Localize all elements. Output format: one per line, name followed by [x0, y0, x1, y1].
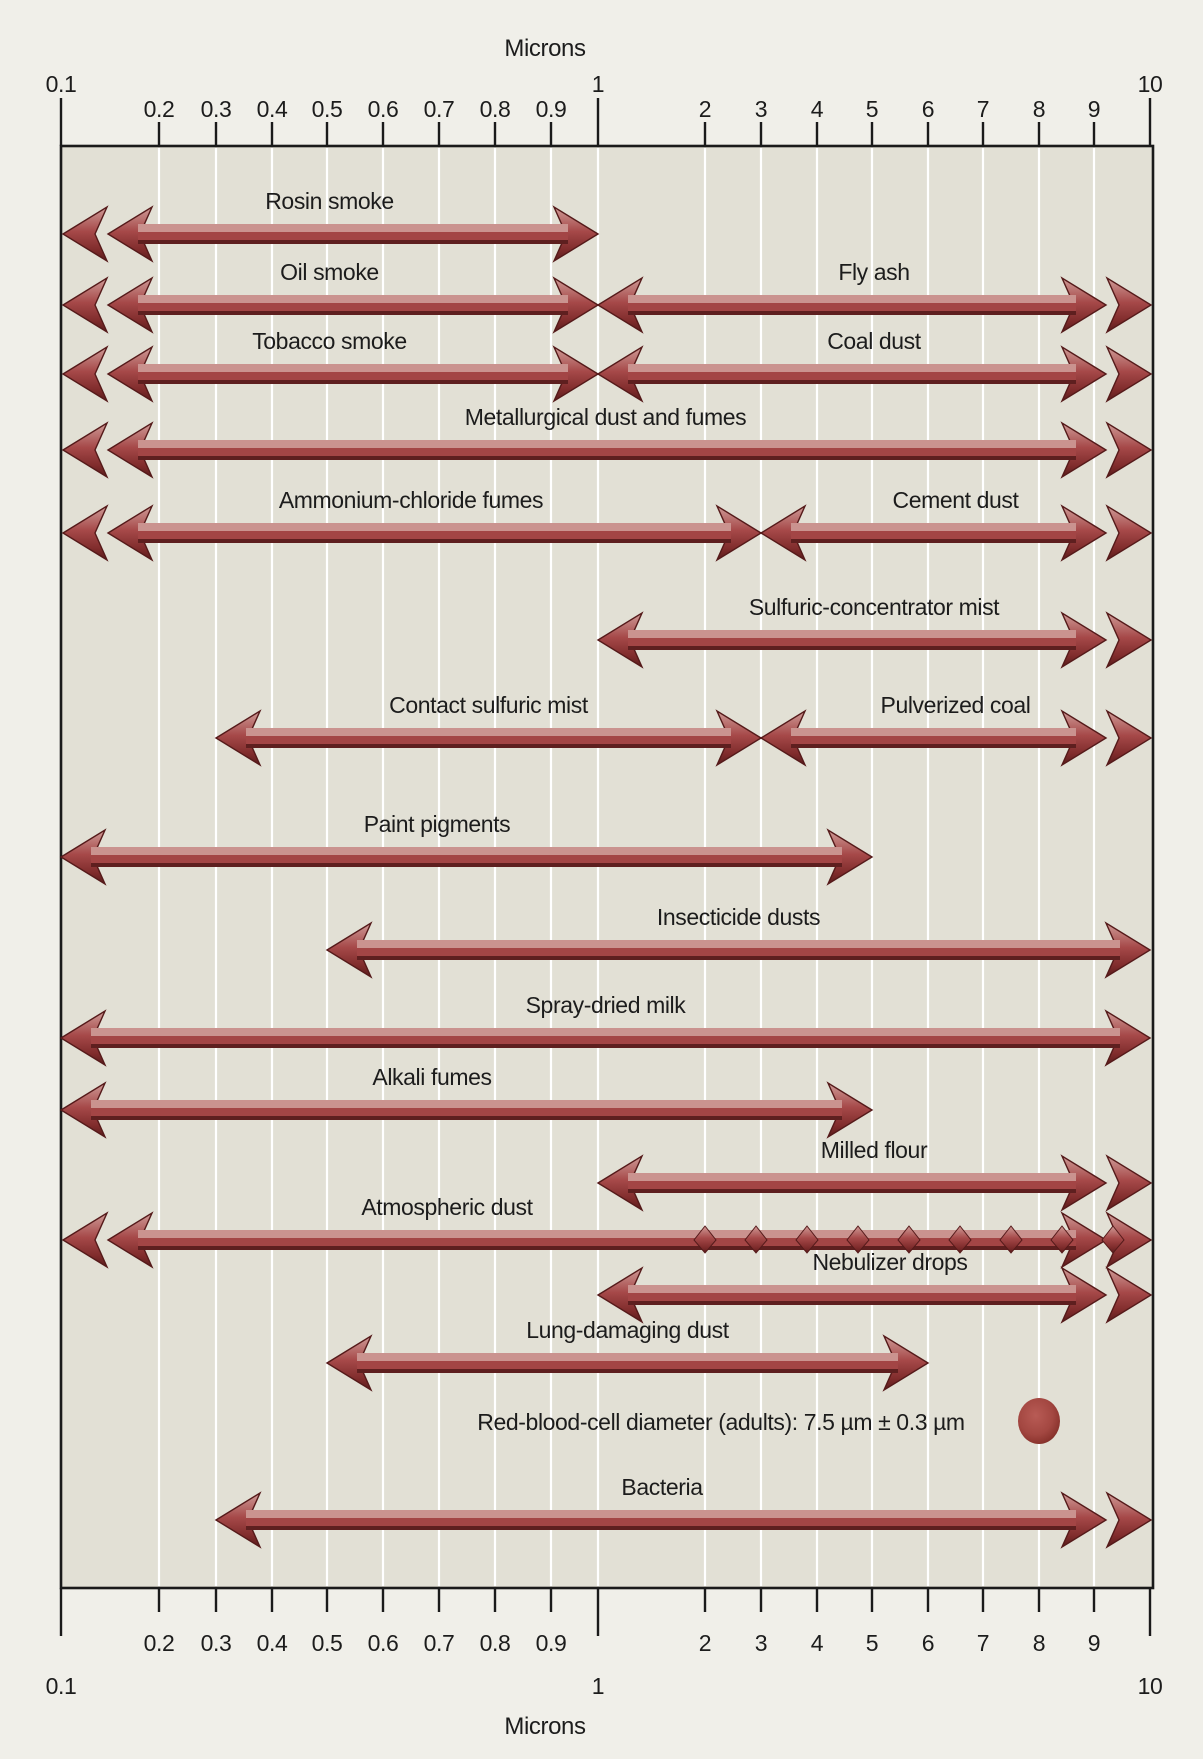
- bottom-tick-label-0.8: 0.8: [479, 1630, 511, 1656]
- range-arrow-coal-dust-shaft-dark: [628, 380, 1076, 384]
- bottom-tick-label-1: 1: [591, 1673, 605, 1699]
- range-arrow-fly-ash-shaft-mid: [628, 303, 1076, 311]
- row-label-pulverized-coal: Pulverized coal: [880, 692, 1031, 718]
- range-arrow-pulverized-coal-shaft-mid: [791, 736, 1076, 744]
- range-arrow-oil-smoke-shaft-dark: [138, 311, 568, 315]
- row-label-nebulizer-drops: Nebulizer drops: [812, 1249, 968, 1275]
- range-arrow-ammonium-chloride-fumes-shaft-dark: [138, 539, 731, 543]
- row-label-ammonium-chloride-fumes: Ammonium-chloride fumes: [278, 487, 544, 513]
- row-label-contact-sulfuric-mist: Contact sulfuric mist: [389, 692, 588, 718]
- bottom-tick-label-2: 2: [698, 1630, 712, 1656]
- row-label-insecticide-dusts: Insecticide dusts: [656, 904, 821, 930]
- top-tick-label-3: 3: [754, 96, 768, 122]
- range-arrow-metallurgical-dust-and-fumes-shaft-dark: [138, 456, 1076, 460]
- top-tick-label-0.2: 0.2: [143, 96, 175, 122]
- range-arrow-sulfuric-concentrator-mist-shaft-mid: [628, 638, 1076, 646]
- axis-title-bottom: Microns: [504, 1713, 586, 1740]
- bottom-tick-label-6: 6: [921, 1630, 935, 1656]
- range-arrow-lung-damaging-dust-shaft-dark: [357, 1369, 898, 1373]
- top-tick-label-0.9: 0.9: [535, 96, 567, 122]
- range-arrow-contact-sulfuric-mist-shaft-dark: [246, 744, 731, 748]
- bottom-tick-label-0.3: 0.3: [200, 1630, 232, 1656]
- range-arrow-tobacco-smoke-shaft-light: [138, 364, 568, 372]
- range-arrow-atmospheric-dust-shaft-light: [138, 1230, 1076, 1238]
- bottom-tick-label-0.2: 0.2: [143, 1630, 175, 1656]
- bottom-tick-label-7: 7: [976, 1630, 990, 1656]
- range-arrow-paint-pigments-shaft-dark: [91, 863, 842, 867]
- range-arrow-oil-smoke-shaft-mid: [138, 303, 568, 311]
- range-arrow-ammonium-chloride-fumes-shaft-mid: [138, 531, 731, 539]
- top-tick-label-0.3: 0.3: [200, 96, 232, 122]
- row-label-bacteria: Bacteria: [621, 1474, 703, 1500]
- range-arrow-rosin-smoke-shaft-dark: [138, 240, 568, 244]
- range-arrow-pulverized-coal-shaft-light: [791, 728, 1076, 736]
- range-arrow-rosin-smoke-shaft-light: [138, 224, 568, 232]
- row-label-rosin-smoke: Rosin smoke: [265, 188, 394, 214]
- red-blood-cell-marker: [1018, 1398, 1060, 1444]
- row-label-metallurgical-dust-and-fumes: Metallurgical dust and fumes: [464, 404, 747, 430]
- top-tick-label-4: 4: [810, 96, 824, 122]
- bottom-tick-label-0.9: 0.9: [535, 1630, 567, 1656]
- range-arrow-fly-ash-shaft-light: [628, 295, 1076, 303]
- range-arrow-tobacco-smoke-shaft-mid: [138, 372, 568, 380]
- range-arrow-alkali-fumes-shaft-mid: [91, 1108, 842, 1116]
- top-tick-label-0.8: 0.8: [479, 96, 511, 122]
- row-label-cement-dust: Cement dust: [892, 487, 1019, 513]
- bottom-tick-label-9: 9: [1087, 1630, 1101, 1656]
- row-label-fly-ash: Fly ash: [838, 259, 910, 285]
- range-arrow-contact-sulfuric-mist-shaft-light: [246, 728, 731, 736]
- range-arrow-ammonium-chloride-fumes-shaft-light: [138, 523, 731, 531]
- range-arrow-nebulizer-drops-shaft-dark: [628, 1301, 1076, 1305]
- bottom-tick-label-3: 3: [754, 1630, 768, 1656]
- range-arrow-atmospheric-dust-shaft-mid: [138, 1238, 1076, 1246]
- row-label-sulfuric-concentrator-mist: Sulfuric-concentrator mist: [748, 594, 1000, 620]
- range-arrow-contact-sulfuric-mist-shaft-mid: [246, 736, 731, 744]
- top-tick-label-6: 6: [921, 96, 935, 122]
- range-arrow-milled-flour-shaft-mid: [628, 1181, 1076, 1189]
- range-arrow-milled-flour-shaft-light: [628, 1173, 1076, 1181]
- bottom-tick-label-5: 5: [865, 1630, 879, 1656]
- top-tick-label-0.5: 0.5: [311, 96, 343, 122]
- top-tick-label-9: 9: [1087, 96, 1101, 122]
- range-arrow-insecticide-dusts-shaft-mid: [357, 948, 1120, 956]
- range-arrow-paint-pigments-shaft-mid: [91, 855, 842, 863]
- top-tick-label-8: 8: [1032, 96, 1046, 122]
- range-arrow-bacteria-shaft-mid: [246, 1518, 1076, 1526]
- top-tick-label-0.4: 0.4: [256, 96, 288, 122]
- range-arrow-oil-smoke-shaft-light: [138, 295, 568, 303]
- bottom-tick-label-4: 4: [810, 1630, 824, 1656]
- range-arrow-coal-dust-shaft-light: [628, 364, 1076, 372]
- range-arrow-spray-dried-milk-shaft-dark: [91, 1044, 1120, 1048]
- range-arrow-fly-ash-shaft-dark: [628, 311, 1076, 315]
- row-label-tobacco-smoke: Tobacco smoke: [252, 328, 407, 354]
- top-tick-label-7: 7: [976, 96, 990, 122]
- range-arrow-lung-damaging-dust-shaft-mid: [357, 1361, 898, 1369]
- range-arrow-milled-flour-shaft-dark: [628, 1189, 1076, 1193]
- row-label-lung-damaging-dust: Lung-damaging dust: [526, 1317, 729, 1343]
- axis-title-top: Microns: [504, 35, 586, 62]
- bottom-tick-label-0.5: 0.5: [311, 1630, 343, 1656]
- row-label-milled-flour: Milled flour: [820, 1137, 928, 1163]
- range-arrow-alkali-fumes-shaft-dark: [91, 1116, 842, 1120]
- top-tick-label-0.6: 0.6: [367, 96, 399, 122]
- top-tick-label-0.1: 0.1: [45, 71, 77, 97]
- range-arrow-spray-dried-milk-shaft-mid: [91, 1036, 1120, 1044]
- range-arrow-alkali-fumes-shaft-light: [91, 1100, 842, 1108]
- range-arrow-cement-dust-shaft-dark: [791, 539, 1076, 543]
- bottom-tick-label-0.6: 0.6: [367, 1630, 399, 1656]
- row-label-alkali-fumes: Alkali fumes: [372, 1064, 492, 1090]
- red-blood-cell-annotation: Red-blood-cell diameter (adults): 7.5 µm ± 0.3 µm: [477, 1409, 965, 1435]
- range-arrow-paint-pigments-shaft-light: [91, 847, 842, 855]
- bottom-tick-label-0.1: 0.1: [45, 1673, 77, 1699]
- range-arrow-lung-damaging-dust-shaft-light: [357, 1353, 898, 1361]
- range-arrow-nebulizer-drops-shaft-mid: [628, 1293, 1076, 1301]
- range-arrow-spray-dried-milk-shaft-light: [91, 1028, 1120, 1036]
- row-label-oil-smoke: Oil smoke: [280, 259, 379, 285]
- top-tick-label-5: 5: [865, 96, 879, 122]
- row-label-paint-pigments: Paint pigments: [363, 811, 511, 837]
- top-tick-label-2: 2: [698, 96, 712, 122]
- top-tick-label-1: 1: [591, 71, 605, 97]
- range-arrow-nebulizer-drops-shaft-light: [628, 1285, 1076, 1293]
- range-arrow-sulfuric-concentrator-mist-shaft-dark: [628, 646, 1076, 650]
- range-arrow-cement-dust-shaft-light: [791, 523, 1076, 531]
- range-arrow-bacteria-shaft-dark: [246, 1526, 1076, 1530]
- range-arrow-rosin-smoke-shaft-mid: [138, 232, 568, 240]
- range-arrow-pulverized-coal-shaft-dark: [791, 744, 1076, 748]
- range-arrow-tobacco-smoke-shaft-dark: [138, 380, 568, 384]
- range-arrow-insecticide-dusts-shaft-dark: [357, 956, 1120, 960]
- range-arrow-metallurgical-dust-and-fumes-shaft-mid: [138, 448, 1076, 456]
- row-label-spray-dried-milk: Spray-dried milk: [525, 992, 686, 1018]
- row-label-atmospheric-dust: Atmospheric dust: [361, 1194, 533, 1220]
- range-arrow-bacteria-shaft-light: [246, 1510, 1076, 1518]
- bottom-tick-label-0.7: 0.7: [423, 1630, 455, 1656]
- range-arrow-coal-dust-shaft-mid: [628, 372, 1076, 380]
- row-label-coal-dust: Coal dust: [827, 328, 921, 354]
- top-tick-label-10: 10: [1137, 71, 1163, 97]
- bottom-tick-label-0.4: 0.4: [256, 1630, 288, 1656]
- bottom-tick-label-8: 8: [1032, 1630, 1046, 1656]
- range-arrow-sulfuric-concentrator-mist-shaft-light: [628, 630, 1076, 638]
- range-arrow-insecticide-dusts-shaft-light: [357, 940, 1120, 948]
- bottom-tick-label-10: 10: [1137, 1673, 1163, 1699]
- range-arrow-metallurgical-dust-and-fumes-shaft-light: [138, 440, 1076, 448]
- top-tick-label-0.7: 0.7: [423, 96, 455, 122]
- range-arrow-cement-dust-shaft-mid: [791, 531, 1076, 539]
